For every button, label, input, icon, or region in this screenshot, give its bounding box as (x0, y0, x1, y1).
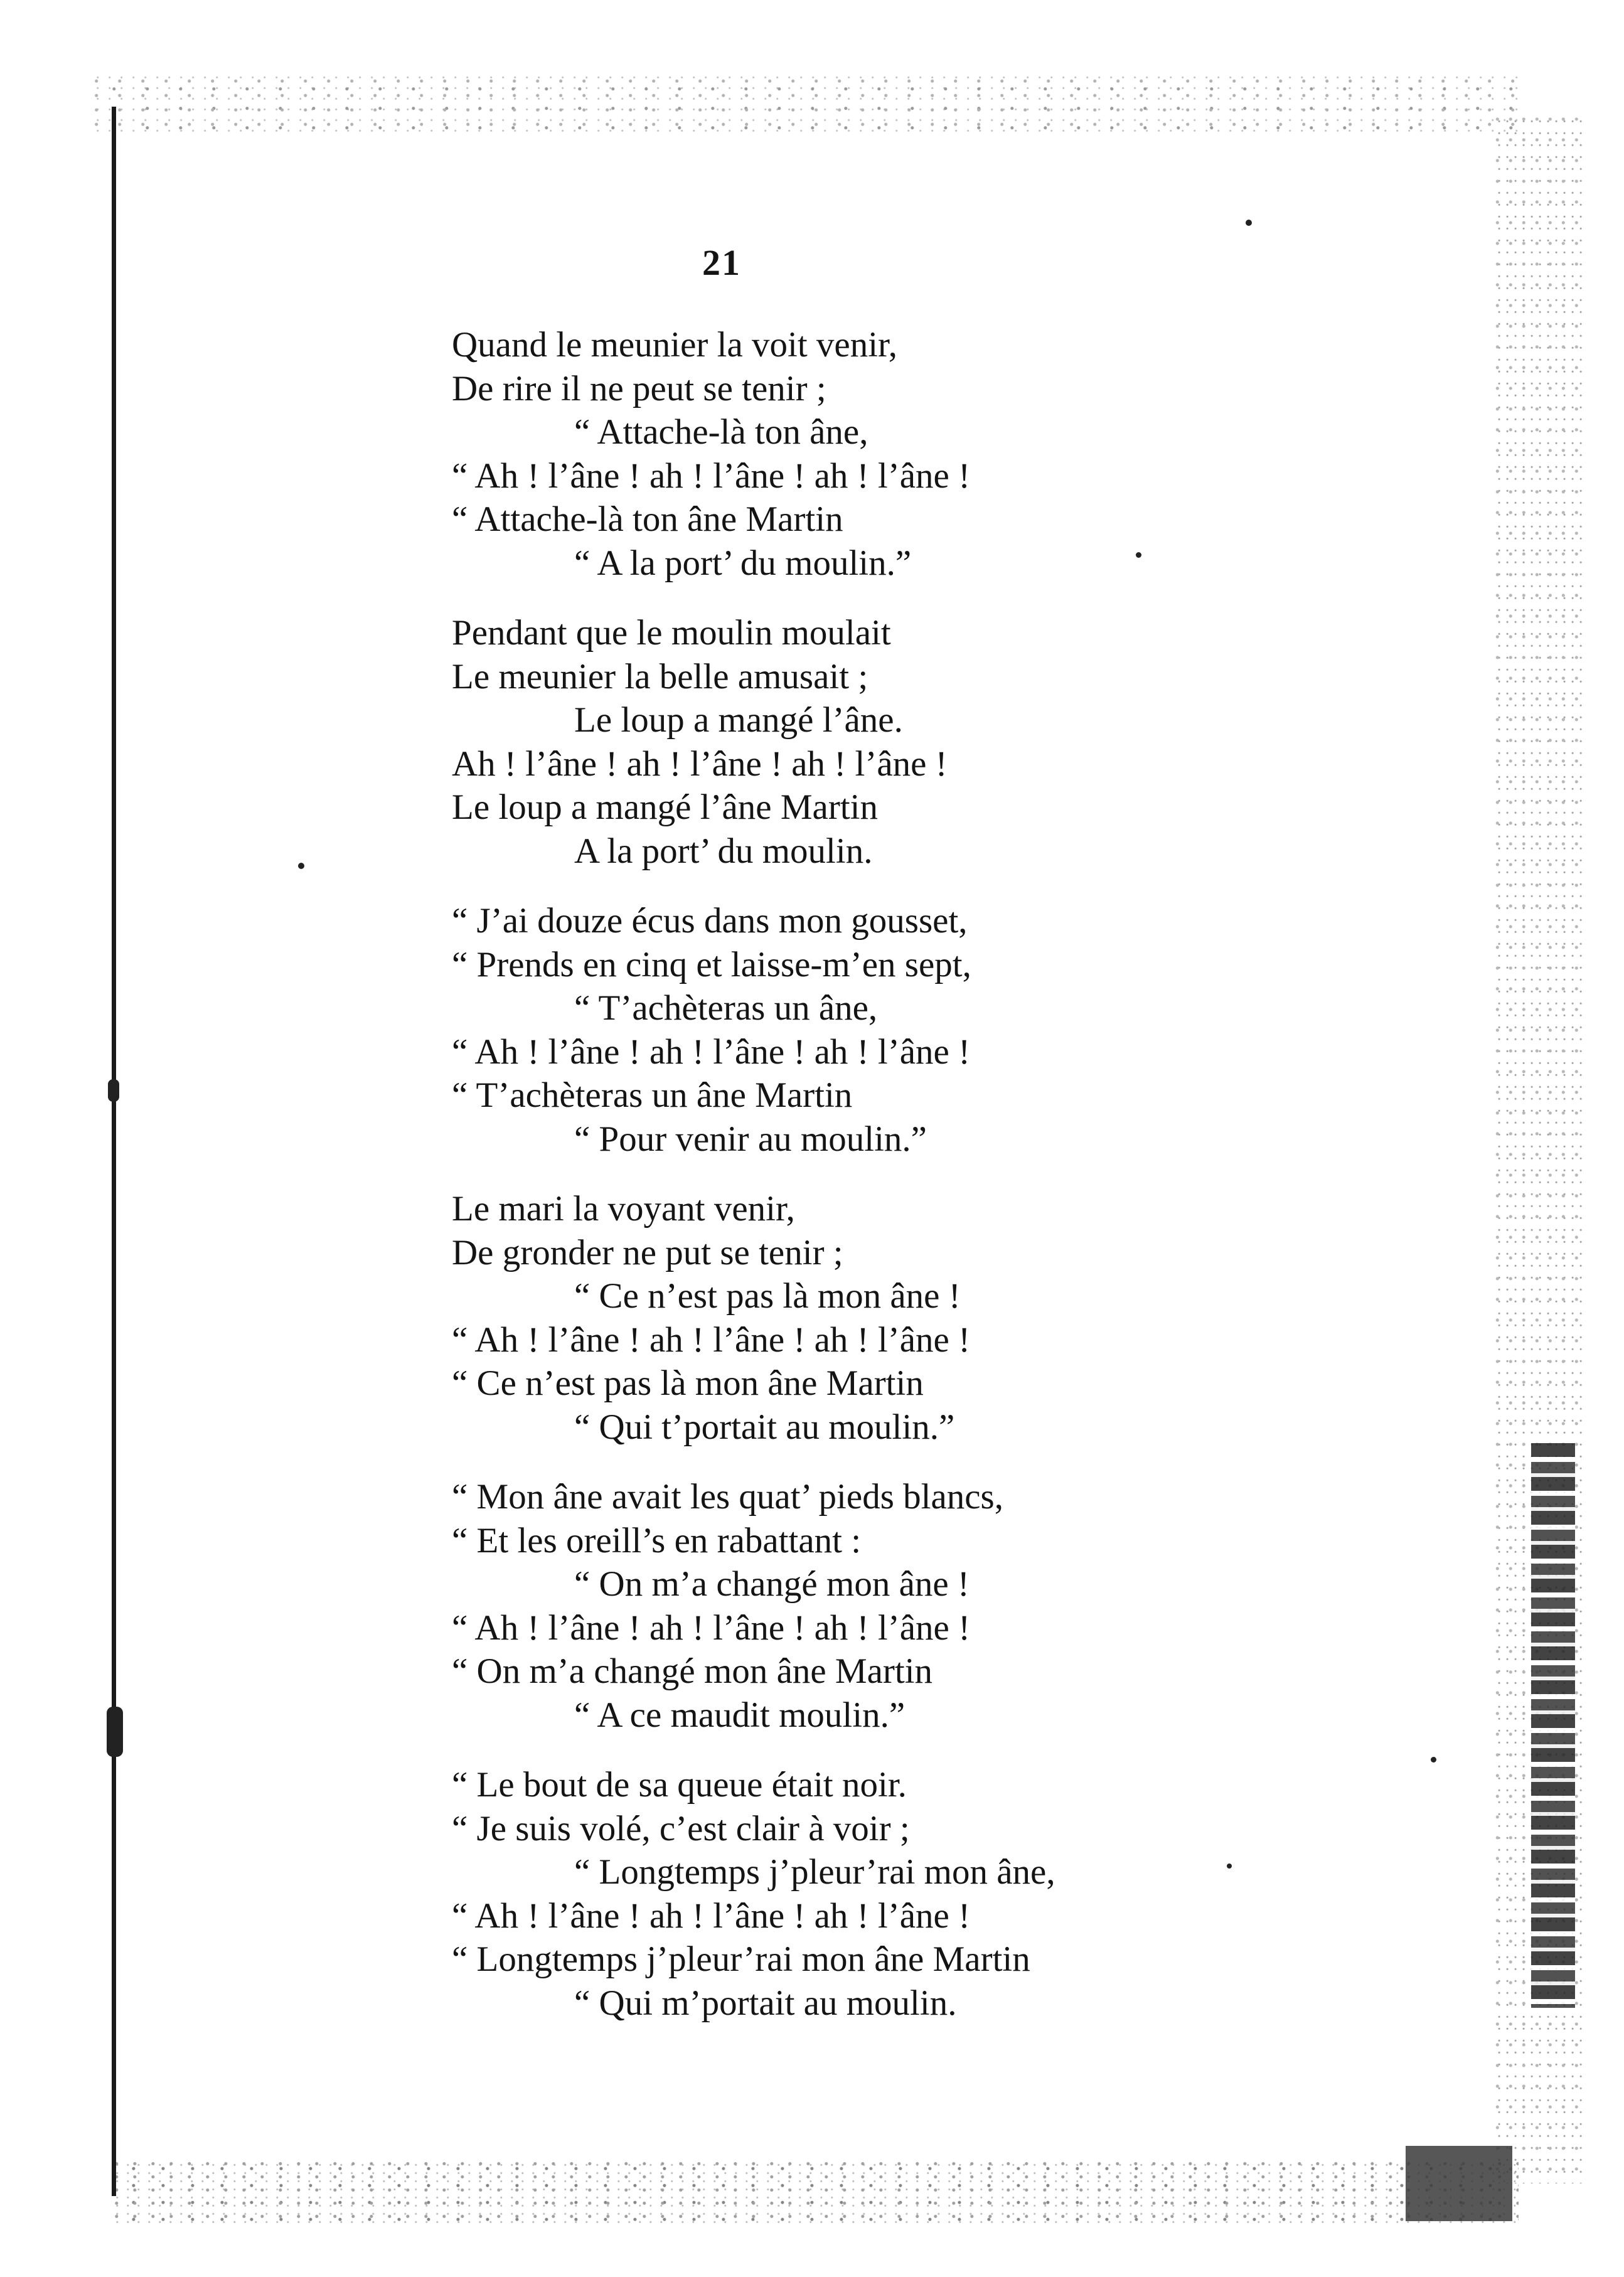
binding-line (112, 107, 116, 2196)
verse-line: “ T’achèteras un âne, (574, 988, 878, 1028)
verse-line: “ Je suis volé, c’est clair à voir ; (452, 1808, 910, 1848)
verse-line: De rire il ne peut se tenir ; (452, 368, 826, 408)
verse-line: “ Longtemps j’pleur’rai mon âne, (574, 1852, 1055, 1892)
verse-line: “ A ce maudit moulin.” (574, 1695, 905, 1735)
verse-line: “ Attache-là ton âne, (574, 412, 868, 452)
page-number: 21 (702, 242, 741, 283)
verse-line: “ Ce n’est pas là mon âne ! (574, 1276, 961, 1316)
stanza (452, 899, 1305, 1161)
verse-line: “ J’ai douze écus dans mon gousset, (452, 901, 968, 941)
verse-line: “ Qui m’portait au moulin. (574, 1983, 957, 2023)
verse-line: A la port’ du moulin. (574, 831, 873, 871)
stanza (452, 1763, 1305, 2025)
scan-noise-top (94, 75, 1525, 132)
verse-line: “ Ah ! l’âne ! ah ! l’âne ! ah ! l’âne ! (452, 1320, 971, 1360)
verse-line: “ Ah ! l’âne ! ah ! l’âne ! ah ! l’âne ! (452, 456, 971, 496)
verse-line: “ Et les oreill’s en rabattant : (452, 1520, 862, 1560)
verse-line: “ On m’a changé mon âne ! (574, 1564, 970, 1604)
verse-line: “ Ah ! l’âne ! ah ! l’âne ! ah ! l’âne ! (452, 1032, 971, 1072)
verse-line: “ Ah ! l’âne ! ah ! l’âne ! ah ! l’âne ! (452, 1608, 971, 1648)
verse-line: Le meunier la belle amusait ; (452, 656, 868, 696)
verse-line: “ Ce n’est pas là mon âne Martin (452, 1363, 924, 1403)
scan-artifact-corner (1406, 2146, 1512, 2221)
verse-line: “ A la port’ du moulin.” (574, 543, 912, 583)
ink-speck (298, 863, 304, 869)
verse-line: “ Qui t’portait au moulin.” (574, 1407, 955, 1447)
stanza (452, 1187, 1305, 1449)
verse-line: “ Le bout de sa queue était noir. (452, 1765, 907, 1805)
scan-artifact-bars (1531, 1443, 1575, 2008)
verse-line: Pendant que le moulin moulait (452, 613, 891, 653)
verse-line: Quand le meunier la voit venir, (452, 325, 897, 365)
verse-line: “ Mon âne avait les quat’ pieds blancs, (452, 1477, 1003, 1517)
verse-line: “ Ah ! l’âne ! ah ! l’âne ! ah ! l’âne ! (452, 1896, 971, 1936)
binding-mark (108, 1079, 119, 1102)
stanza (452, 323, 1305, 585)
verse-line: Le loup a mangé l’âne Martin (452, 787, 878, 827)
stanza (452, 1475, 1305, 1737)
poem (452, 323, 1305, 2051)
scan-noise-bottom (113, 2158, 1519, 2227)
ink-speck (1431, 1757, 1436, 1762)
verse-line: “ Pour venir au moulin.” (574, 1119, 927, 1159)
verse-line: Le mari la voyant venir, (452, 1189, 795, 1229)
stanza (452, 611, 1305, 873)
verse-line: Le loup a mangé l’âne. (574, 700, 903, 740)
verse-line: De gronder ne put se tenir ; (452, 1232, 843, 1272)
verse-line: “ Longtemps j’pleur’rai mon âne Martin (452, 1939, 1030, 1979)
verse-line: “ T’achèteras un âne Martin (452, 1075, 853, 1115)
verse-line: “ Prends en cinq et laisse-m’en sept, (452, 944, 971, 984)
verse-line: “ On m’a changé mon âne Martin (452, 1651, 933, 1691)
verse-line: Ah ! l’âne ! ah ! l’âne ! ah ! l’âne ! (452, 744, 948, 784)
verse-line: “ Attache-là ton âne Martin (452, 499, 843, 539)
binding-mark (107, 1707, 123, 1757)
ink-speck (1246, 220, 1252, 226)
